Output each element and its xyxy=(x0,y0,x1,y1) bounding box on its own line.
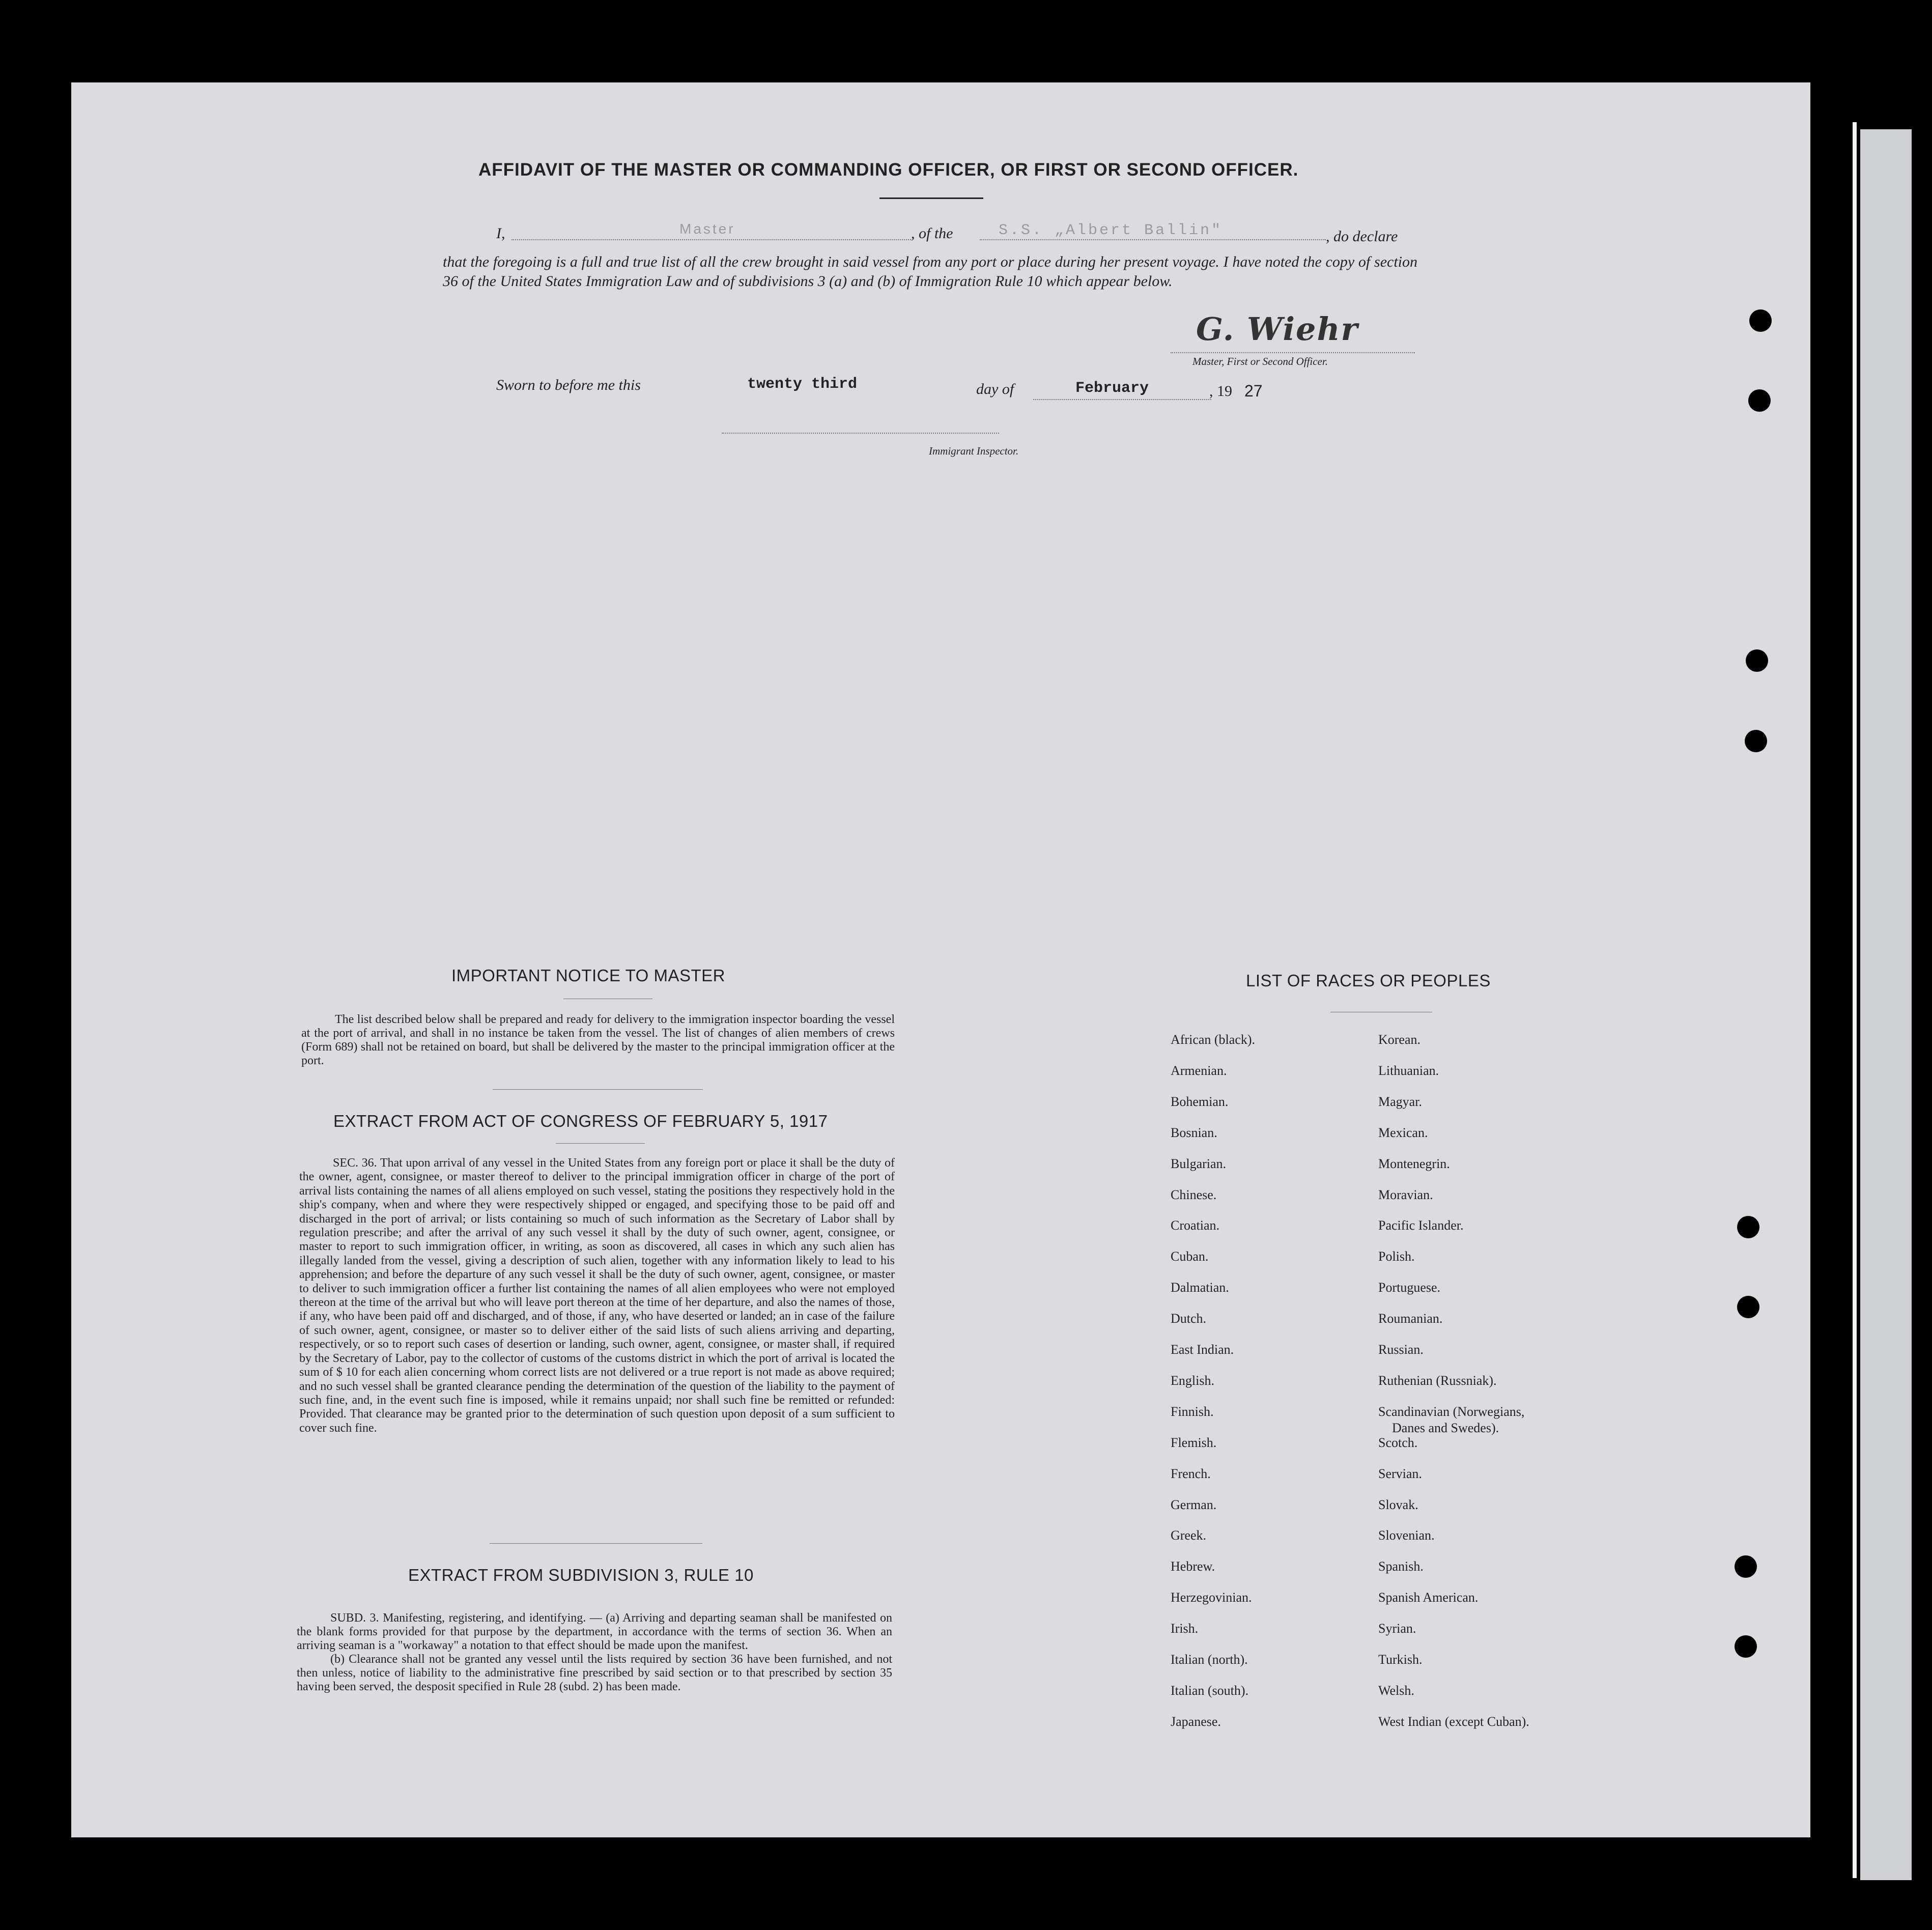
vessel-field-line xyxy=(980,239,1326,240)
race-item: Portuguese. xyxy=(1378,1280,1441,1295)
section-divider xyxy=(493,1089,703,1090)
act-text xyxy=(299,1156,895,1435)
rule-paragraph-a: SUBD. 3. Manifesting, registering, and identifying. — (a) Arriving and departing seaman shall be manifested on the blank forms provided for that purpose by the department, in accordance with the terms of section 36. When an arriving seaman is a "workaway" a notation to that effect should be made upon the manifest. xyxy=(297,1611,892,1652)
race-item: Slovenian. xyxy=(1378,1528,1435,1543)
race-item: Bohemian. xyxy=(1171,1094,1229,1109)
race-item: Irish. xyxy=(1171,1621,1199,1636)
inspector-caption: Immigrant Inspector. xyxy=(929,445,1019,457)
race-item: French. xyxy=(1171,1466,1211,1481)
race-continuation: Danes and Swedes). xyxy=(1392,1421,1499,1435)
punch-hole xyxy=(1737,1296,1759,1318)
race-item: Cuban. xyxy=(1171,1249,1209,1264)
race-item: Italian (south). xyxy=(1171,1683,1249,1698)
race-item: Scotch. xyxy=(1378,1435,1418,1450)
year-prefix: , 19 xyxy=(1209,383,1232,400)
race-item: Hebrew. xyxy=(1171,1559,1215,1574)
race-item: Roumanian. xyxy=(1378,1311,1443,1326)
adjacent-page-strip xyxy=(1860,129,1912,1880)
signature-line xyxy=(1171,352,1415,353)
punch-hole xyxy=(1737,1216,1759,1238)
race-item: Pacific Islander. xyxy=(1378,1218,1464,1233)
race-item: Herzegovinian. xyxy=(1171,1590,1252,1605)
rule-text xyxy=(297,1611,892,1694)
notice-paragraph: The list described below shall be prepared and ready for delivery to the immigration inspector boarding the vessel at the port of arrival, and shall in no instance be taken from the vessel. The list of changes of alien members of crews (Form 689) shall not be retained on board, but shall be delivered by the master to the principal immigration officer at the port. xyxy=(301,1013,895,1067)
affidavit-title: AFFIDAVIT OF THE MASTER OR COMMANDING OFFICER, OR FIRST OR SECOND OFFICER. xyxy=(478,160,1299,180)
typed-day[interactable]: twenty third xyxy=(747,376,858,393)
race-item: East Indian. xyxy=(1171,1342,1234,1357)
race-item: Spanish. xyxy=(1378,1559,1424,1574)
title-divider xyxy=(879,197,983,199)
punch-hole xyxy=(1749,309,1772,332)
race-item: Korean. xyxy=(1378,1032,1421,1047)
act-title: EXTRACT FROM ACT OF CONGRESS OF FEBRUARY 5, 1917 xyxy=(333,1112,828,1130)
affidavit-line1-end: , do declare xyxy=(1326,228,1398,245)
race-item: Flemish. xyxy=(1171,1435,1217,1450)
affidavit-body: that the foregoing is a full and true list of all the crew brought in said vessel from any port or place during her present voyage. I have noted the copy of section 36 of the United States Immigration Law and of subdivisions 3 (a) and (b) of Immigration Rule 10 which appear below. xyxy=(443,253,1417,290)
race-item: Moravian. xyxy=(1378,1187,1433,1202)
adjacent-page-edge xyxy=(1853,122,1857,1878)
race-item: Dalmatian. xyxy=(1171,1280,1229,1295)
race-item: Mexican. xyxy=(1378,1125,1428,1140)
race-item: Bosnian. xyxy=(1171,1125,1217,1140)
race-item: Japanese. xyxy=(1171,1714,1221,1729)
notice-text xyxy=(301,1013,895,1068)
race-item: Croatian. xyxy=(1171,1218,1220,1233)
race-item: Finnish. xyxy=(1171,1404,1214,1419)
punch-hole xyxy=(1745,730,1767,752)
act-paragraph: SEC. 36. That upon arrival of any vessel in the United States from any foreign port or place it shall be the duty of the owner, agent, consignee, or master thereof to deliver to the principal immigration officer in charge of the port of arrival lists containing the names of all aliens employed on such vessel, stating the positions they respectively hold in the ship's company, when and where they were respectively shipped or engaged, and specifying those to be paid off and discharged in the port of arrival; or lists containing so much of such information as the Secretary of Labor shall by regulation prescribe; and after the arrival of any such vessel it shall by the duty of such owner, agent, consignee, or master to report to such immigration officer, in writing, as soon as discovered, all cases in which any such alien has illegally landed from the vessel, giving a description of such alien, together with any information likely to lead to his apprehension; and before the departure of any such vessel it shall be the duty of such owner, agent, consignee, or master to deliver to such immigration officer a further list containing the names of all alien employees who were not employed thereon at the time of the arrival but who will leave port thereon at the time of her departure, and also the names of those, if any, who have been paid off and discharged, and of those, if any, who have deserted or landed; an in case of the failure of such owner, agent, consignee, or master so to deliver either of the said lists of such aliens arriving and departing, respectively, or so to report such cases of desertion or landing, such owner, agent, consignee, or master shall, if required by the Secretary of Labor, pay to the collector of customs of the customs district in which the port of arrival is located the sum of $ 10 for each alien concerning whom correct lists are not delivered or a true report is not made as above required; and no such vessel shall be granted clearance pending the determination of the question of the liability to the payment of such fine, and, in the event such fine is imposed, while it remains unpaid; nor shall such fine be remitted or refunded: Provided. That clearance may be granted prior to the determination of such question upon deposit of a sum sufficient to cover such fine. xyxy=(299,1156,895,1435)
section-divider xyxy=(490,1543,702,1544)
document-page xyxy=(71,82,1810,1837)
race-item: Scandinavian (Norwegians, xyxy=(1378,1404,1525,1419)
race-item: Ruthenian (Russniak). xyxy=(1378,1373,1497,1388)
signature-caption: Master, First or Second Officer. xyxy=(1192,355,1328,367)
race-item: West Indian (except Cuban). xyxy=(1378,1714,1529,1729)
inspector-line xyxy=(722,433,999,434)
punch-hole xyxy=(1746,649,1768,672)
affidavit-line1-mid: , of the xyxy=(911,225,953,242)
races-title: LIST OF RACES OR PEOPLES xyxy=(1246,971,1491,990)
sworn-label: Sworn to before me this xyxy=(496,377,641,393)
race-item: Syrian. xyxy=(1378,1621,1416,1636)
race-item: German. xyxy=(1171,1497,1217,1512)
race-item: Russian. xyxy=(1378,1342,1424,1357)
race-item: Greek. xyxy=(1171,1528,1207,1543)
typed-vessel[interactable]: S.S. „Albert Ballin" xyxy=(999,222,1223,239)
punch-hole xyxy=(1735,1555,1757,1578)
race-item: Montenegrin. xyxy=(1378,1156,1450,1171)
punch-hole xyxy=(1748,389,1771,412)
race-item: Dutch. xyxy=(1171,1311,1207,1326)
notice-title: IMPORTANT NOTICE TO MASTER xyxy=(451,966,726,985)
rank-field-line xyxy=(512,239,911,240)
act-divider xyxy=(556,1143,645,1144)
race-item: English. xyxy=(1171,1373,1214,1388)
race-item: Lithuanian. xyxy=(1378,1063,1439,1078)
race-item: Chinese. xyxy=(1171,1187,1217,1202)
rule-title: EXTRACT FROM SUBDIVISION 3, RULE 10 xyxy=(408,1566,754,1584)
race-item: Polish. xyxy=(1378,1249,1415,1264)
day-of-label: day of xyxy=(976,381,1014,398)
affidavit-line1-start: I, xyxy=(496,225,505,242)
race-item: Armenian. xyxy=(1171,1063,1227,1078)
punch-hole xyxy=(1735,1635,1757,1658)
race-item: Slovak. xyxy=(1378,1497,1418,1512)
race-item: Italian (north). xyxy=(1171,1652,1248,1667)
rule-paragraph-b: (b) Clearance shall not be granted any vessel until the lists required by section 36 have been furnished, and not then unless, notice of liability to the administrative fine prescribed by said section or to that prescribed by section 35 having been served, the desposit specified in Rule 28 (subd. 2) has been made. xyxy=(297,1653,892,1693)
race-item: Spanish American. xyxy=(1378,1590,1479,1605)
month-field-line xyxy=(1033,399,1211,400)
race-item: Bulgarian. xyxy=(1171,1156,1227,1171)
race-item: African (black). xyxy=(1171,1032,1256,1047)
race-item: Turkish. xyxy=(1378,1652,1423,1667)
race-item: Magyar. xyxy=(1378,1094,1422,1109)
typed-year[interactable]: 27 xyxy=(1244,382,1263,400)
typed-rank[interactable]: Master xyxy=(679,221,735,237)
race-item: Welsh. xyxy=(1378,1683,1414,1698)
signature: G. Wiehr xyxy=(1196,310,1359,348)
race-item: Servian. xyxy=(1378,1466,1422,1481)
typed-month[interactable]: February xyxy=(1075,380,1149,397)
